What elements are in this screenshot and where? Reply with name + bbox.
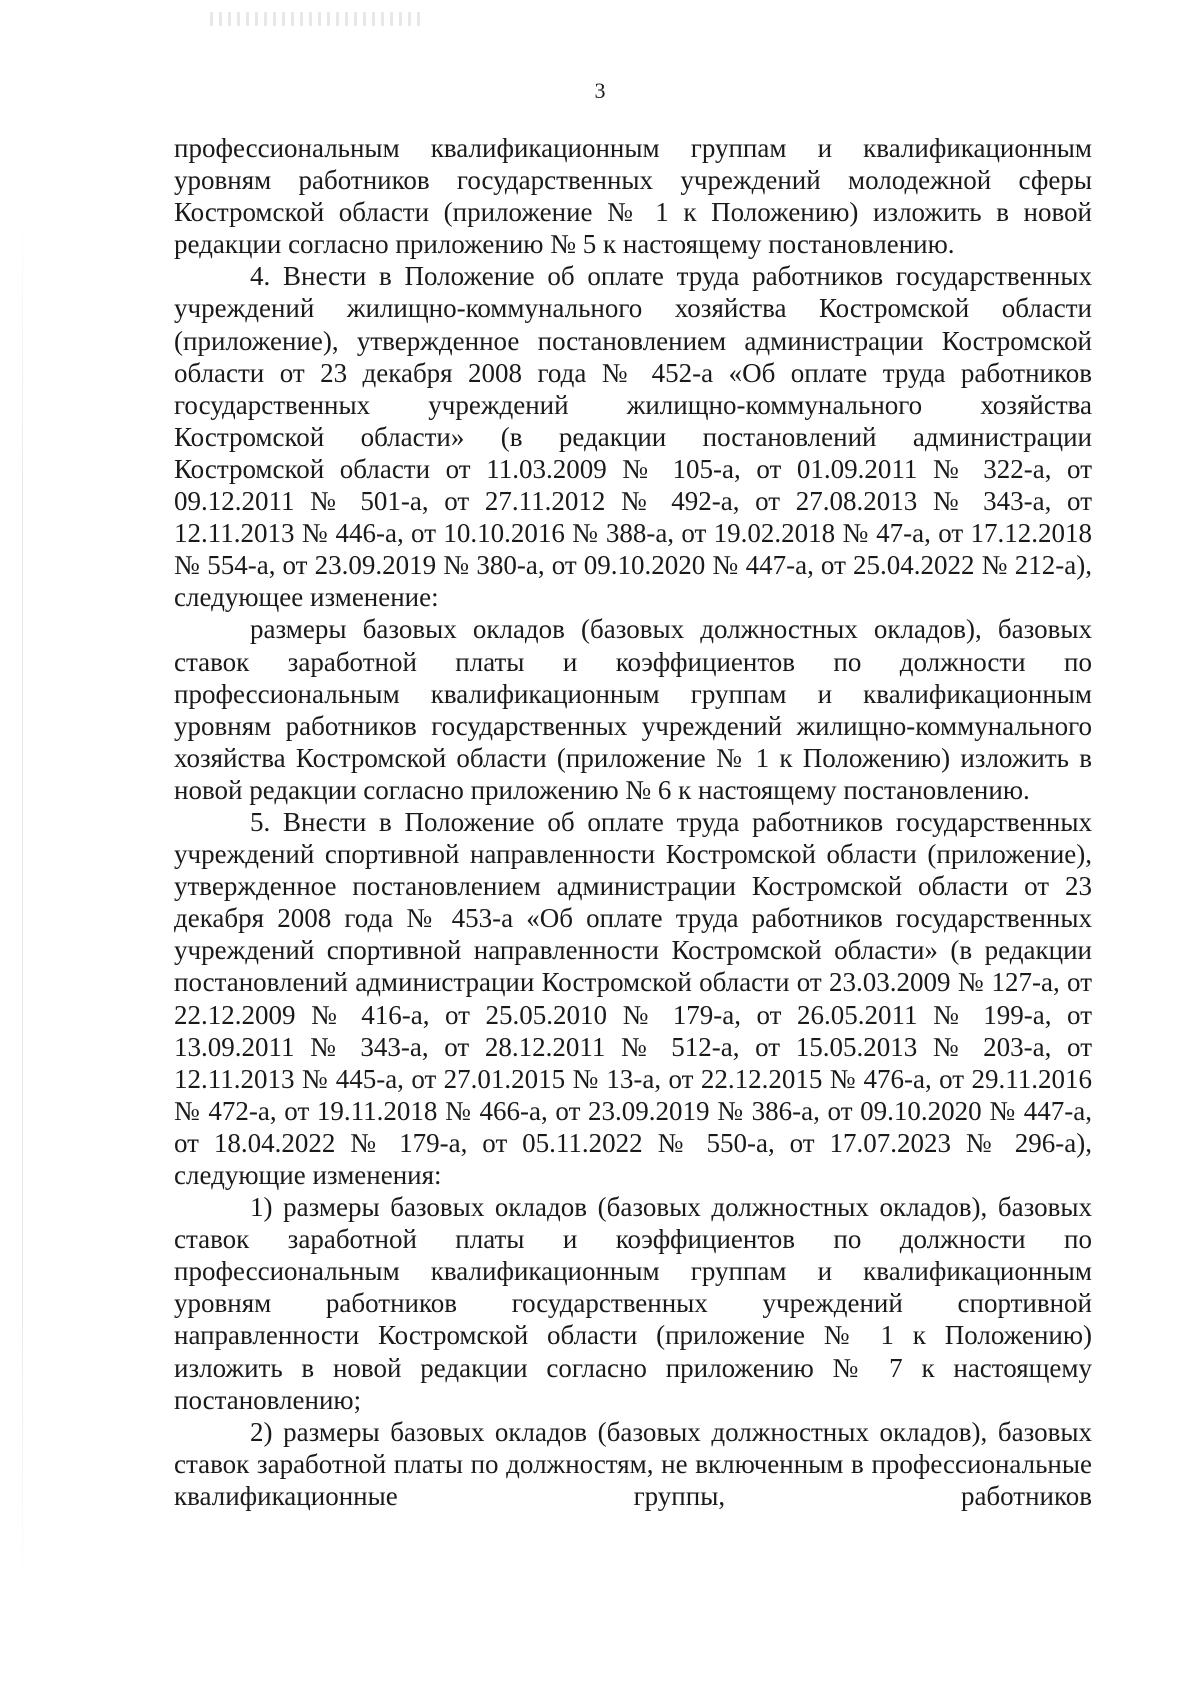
document-body bbox=[174, 132, 1092, 1512]
paragraph-item-5: 5. Внести в Положение об оплате труда работников государственных учреждений спортивной направленности Костромской области (приложение), утвержденное постановлением администрации Костромской области от 23 декабря 2008 года № 453-а «Об оплате труда работников государственных учреждений спортивной направленности Костромской области» (в редакции постановлений администрации Костромской области от 23.03.2009 № 127-а, от 22.12.2009 № 416-а, от 25.05.2010 № 179-а, от 26.05.2011 № 199-а, от 13.09.2011 № 343-а, от 28.12.2011 № 512-а, от 15.05.2013 № 203-а, от 12.11.2013 № 445-а, от 27.01.2015 № 13-а, от 22.12.2015 № 476-а, от 29.11.2016 № 472-а, от 19.11.2018 № 466-а, от 23.09.2019 № 386-а, от 09.10.2020 № 447-а, от 18.04.2022 № 179-а, от 05.11.2022 № 550-а, от 17.07.2023 № 296-а), следующие изменения: bbox=[174, 806, 1092, 1190]
scan-margin-shadow bbox=[22, 200, 23, 1600]
paragraph-item-5-sub-1: 1) размеры базовых окладов (базовых должностных окладов), базовых ставок заработной платы и коэффициентов по должности по профессиональным квалификационным группам и квалификационным уровням работников государственных учреждений спортивной направленности Костромской области (приложение № 1 к Положению) изложить в новой редакции согласно приложению № 7 к настоящему постановлению; bbox=[174, 1192, 1092, 1415]
paragraph-item-4-change: размеры базовых окладов (базовых должностных окладов), базовых ставок заработной платы и коэффициентов по должности по профессиональным квалификационным группам и квалификационным уровням работников государственных учреждений жилищно-коммунального хозяйства Костромской области (приложение № 1 к Положению) изложить в новой редакции согласно приложению № 6 к настоящему постановлению. bbox=[174, 614, 1092, 805]
scan-artifact bbox=[210, 12, 420, 26]
page-number: 3 bbox=[594, 78, 606, 103]
paragraph-item-5-sub-2: 2) размеры базовых окладов (базовых должностных окладов), базовых ставок заработной платы по должностям, не включенным в профессиональные квалификационные группы, работников bbox=[174, 1416, 1092, 1511]
paragraph-continuation: профессиональным квалификационным группам и квалификационным уровням работников государственных учреждений молодежной сферы Костромской области (приложение № 1 к Положению) изложить в новой редакции согласно приложению № 5 к настоящему постановлению. bbox=[174, 133, 1092, 260]
paragraph-item-4: 4. Внести в Положение об оплате труда работников государственных учреждений жилищно-коммунального хозяйства Костромской области (приложение), утвержденное постановлением администрации Костромской области от 23 декабря 2008 года № 452-а «Об оплате труда работников государственных учреждений жилищно-коммунального хозяйства Костромской области» (в редакции постановлений администрации Костромской области от 11.03.2009 № 105-а, от 01.09.2011 № 322-а, от 09.12.2011 № 501-а, от 27.11.2012 № 492-а, от 27.08.2013 № 343-а, от 12.11.2013 № 446-а, от 10.10.2016 № 388-а, от 19.02.2018 № 47-а, от 17.12.2018 № 554-а, от 23.09.2019 № 380-а, от 09.10.2020 № 447-а, от 25.04.2022 № 212-а), следующее изменение: bbox=[174, 261, 1092, 613]
